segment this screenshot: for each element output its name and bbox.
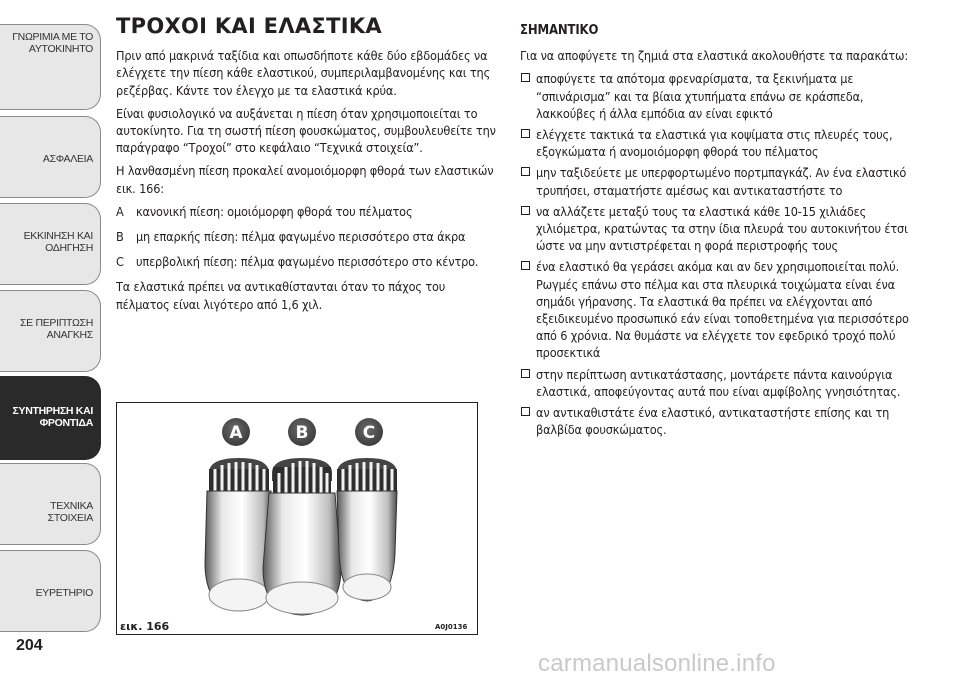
checkbox-bullet-icon bbox=[521, 167, 530, 176]
item-text: κανονική πίεση: ομοιόμορφη φθορά του πέλματος bbox=[136, 203, 413, 219]
list-item bbox=[520, 404, 925, 438]
tab-maintenance-care[interactable] bbox=[0, 376, 101, 460]
label-badge-b bbox=[288, 418, 316, 446]
tab-technical-data[interactable] bbox=[0, 463, 101, 545]
chapter-sidebar bbox=[0, 0, 102, 686]
label-badge-a bbox=[222, 418, 250, 446]
tab-label-line1: ΣΕ ΠΕΡΙΠΤΩΣΗ bbox=[19, 317, 93, 329]
tab-label-line2: ΑΝΑΓΚΗΣ bbox=[46, 329, 93, 341]
tab-label-line2: ΑΥΤΟΚΙΝΗΤΟ bbox=[28, 43, 93, 55]
list-item bbox=[520, 70, 925, 122]
badge-letter-c: C bbox=[362, 423, 376, 443]
checkbox-bullet-icon bbox=[521, 206, 530, 215]
checkbox-bullet-icon bbox=[521, 407, 530, 416]
list-item-text: ένα ελαστικό θα γεράσει ακόμα και αν δεν χρησιμοποιείται πολύ. Ρωγμές επάνω στο πέλμα και στα πλευρικά τοιχώματα είναι ένα σημάδι γήρανσης. Τα ελαστικά θα πρέπει να ελέγχονται από εξειδικευμένο προσωπικό εάν είναι τοποθετημένα για περισσότερο από 6 χρόνια. Να θυμάστε να ελέγχετε τον εφεδρικό τροχό πολύ προσεκτικά bbox=[536, 259, 909, 361]
list-item bbox=[520, 164, 925, 198]
tab-label-line1: ΣΥΝΤΗΡΗΣΗ ΚΑΙ bbox=[12, 405, 93, 417]
item-letter: B bbox=[116, 229, 124, 245]
tab-starting-driving[interactable] bbox=[0, 203, 101, 285]
tab-label-line1: ΕΚΚΙΝΗΣΗ ΚΑΙ bbox=[23, 230, 93, 242]
list-item-text: να αλλάζετε μεταξύ τους τα ελαστικά κάθε 10-15 χιλιάδες χιλιόμετρα, κρατώντας τα στην ίδια πλευρά του αυτοκινήτου έτσι ώστε να μην αντιστρέφεται η φορά περιστροφής τους bbox=[536, 203, 908, 254]
list-item-text: αν αντικαθιστάτε ένα ελαστικό, αντικαταστήστε επίσης και τη βαλβίδα φουσκώματος. bbox=[536, 405, 890, 438]
page-title: ΤΡΟΧΟΙ ΚΑΙ ΕΛΑΣΤΙΚΑ bbox=[116, 14, 382, 38]
tab-safety[interactable] bbox=[0, 116, 101, 198]
item-text: υπερβολική πίεση: πέλμα φαγωμένο περισσότερο στο κέντρο. bbox=[136, 254, 479, 270]
list-item bbox=[520, 366, 925, 400]
list-item-text: αποφύγετε τα απότομα φρεναρίσματα, τα ξεκινήματα με “σπινάρισμα” και τα βίαια χτυπήματα επάνω σε κράσπεδα, λακκούβες ή άλλα εμπόδια αν είναι εφικτό bbox=[536, 71, 864, 121]
checkbox-bullet-icon bbox=[521, 369, 530, 378]
important-heading: ΣΗΜΑΝΤΙΚΟ bbox=[520, 23, 599, 38]
tire-b-underinflated bbox=[263, 458, 341, 615]
figure-caption: εικ. 166 bbox=[120, 620, 170, 633]
badge-letter-a: A bbox=[229, 423, 243, 443]
tab-label-line2: ΟΔΗΓΗΣΗ bbox=[45, 242, 93, 254]
paragraph: Η λανθασμένη πίεση προκαλεί ανομοιόμορφη φθορά των ελαστικών εικ. 166: bbox=[116, 163, 494, 196]
tire-a-normal bbox=[205, 458, 273, 611]
checkbox-bullet-icon bbox=[521, 129, 530, 138]
checkbox-bullet-icon bbox=[521, 261, 530, 270]
tab-label: ΤΕΧΝΙΚΑ ΣΤΟΙΧΕΙΑ bbox=[47, 500, 93, 524]
lettered-item-c bbox=[116, 253, 496, 270]
important-list bbox=[520, 70, 925, 438]
item-letter: A bbox=[116, 203, 124, 219]
figure-code: A0J0136 bbox=[435, 623, 468, 631]
page-number: 204 bbox=[16, 637, 43, 654]
tab-index[interactable] bbox=[0, 550, 101, 632]
paragraph: Πριν από μακρινά ταξίδια και οπωσδήποτε κάθε δύο εβδομάδες να ελέγχετε την πίεση κάθε ελαστικού, συμπεριλαμβανομένης και της ρεζέρβας. Κάντε τον έλεγχο με τα ελαστικά κρύα. bbox=[116, 48, 491, 98]
checkbox-bullet-icon bbox=[521, 73, 530, 82]
tire-wear-illustration bbox=[117, 403, 477, 634]
tire-wear-figure bbox=[116, 402, 478, 635]
right-column bbox=[520, 22, 925, 442]
list-item bbox=[520, 126, 925, 160]
list-item bbox=[520, 203, 925, 255]
paragraph: Είναι φυσιολογικό να αυξάνεται η πίεση όταν χρησιμοποιείται το αυτοκίνητο. Για τη σωστή πίεση φουσκώματος, συμβουλευθείτε την παράγραφο “Τροχοί” στο κεφάλαιο “Τεχνικά στοιχεία”. bbox=[116, 105, 496, 156]
left-column bbox=[116, 14, 496, 319]
watermark: carmanualsonline.info bbox=[538, 650, 776, 677]
tab-label: ΕΥΡΕΤΗΡΙΟ bbox=[35, 587, 93, 599]
list-item-text: ελέγχετε τακτικά τα ελαστικά για κοψίματα στις πλευρές τους, εξογκώματα ή ανομοιόμορφη φθορά του πέλματος bbox=[536, 127, 893, 160]
tab-label-line2: ΦΡΟΝΤΙΔΑ bbox=[39, 417, 93, 429]
tire-c-overinflated bbox=[337, 458, 397, 601]
item-letter: C bbox=[116, 254, 124, 270]
tab-getting-to-know-car[interactable] bbox=[0, 24, 101, 110]
list-item-text: μην ταξιδεύετε με υπερφορτωμένο πορτμπαγκάζ. Αν ένα ελαστικό τρυπήσει, σταματήστε αμέσως και αντικαταστήστε το bbox=[536, 165, 907, 198]
lettered-item-b bbox=[116, 228, 496, 245]
badge-letter-b: B bbox=[295, 423, 309, 443]
list-item bbox=[520, 258, 925, 361]
tab-label-line1: ΓΝΩΡΙΜΙΑ ΜΕ ΤΟ bbox=[12, 31, 93, 43]
item-text: μη επαρκής πίεση: πέλμα φαγωμένο περισσότερο στα άκρα bbox=[136, 229, 466, 245]
list-item-text: στην περίπτωση αντικατάστασης, μοντάρετε πάντα καινούργια ελαστικά, αποφεύγοντας αυτά που είναι αμφίβολης γνησιότητας. bbox=[536, 366, 901, 399]
paragraph: Τα ελαστικά πρέπει να αντικαθίστανται όταν το πάχος του πέλματος είναι λιγότερο από 1,6 χιλ. bbox=[116, 279, 446, 312]
lettered-item-a bbox=[116, 203, 496, 220]
tab-label: ΑΣΦΑΛΕΙΑ bbox=[42, 153, 93, 165]
label-badge-c bbox=[355, 418, 383, 446]
tab-emergency[interactable] bbox=[0, 290, 101, 372]
important-intro: Για να αποφύγετε τη ζημιά στα ελαστικά ακολουθήστε τα παρακάτω: bbox=[520, 48, 908, 64]
